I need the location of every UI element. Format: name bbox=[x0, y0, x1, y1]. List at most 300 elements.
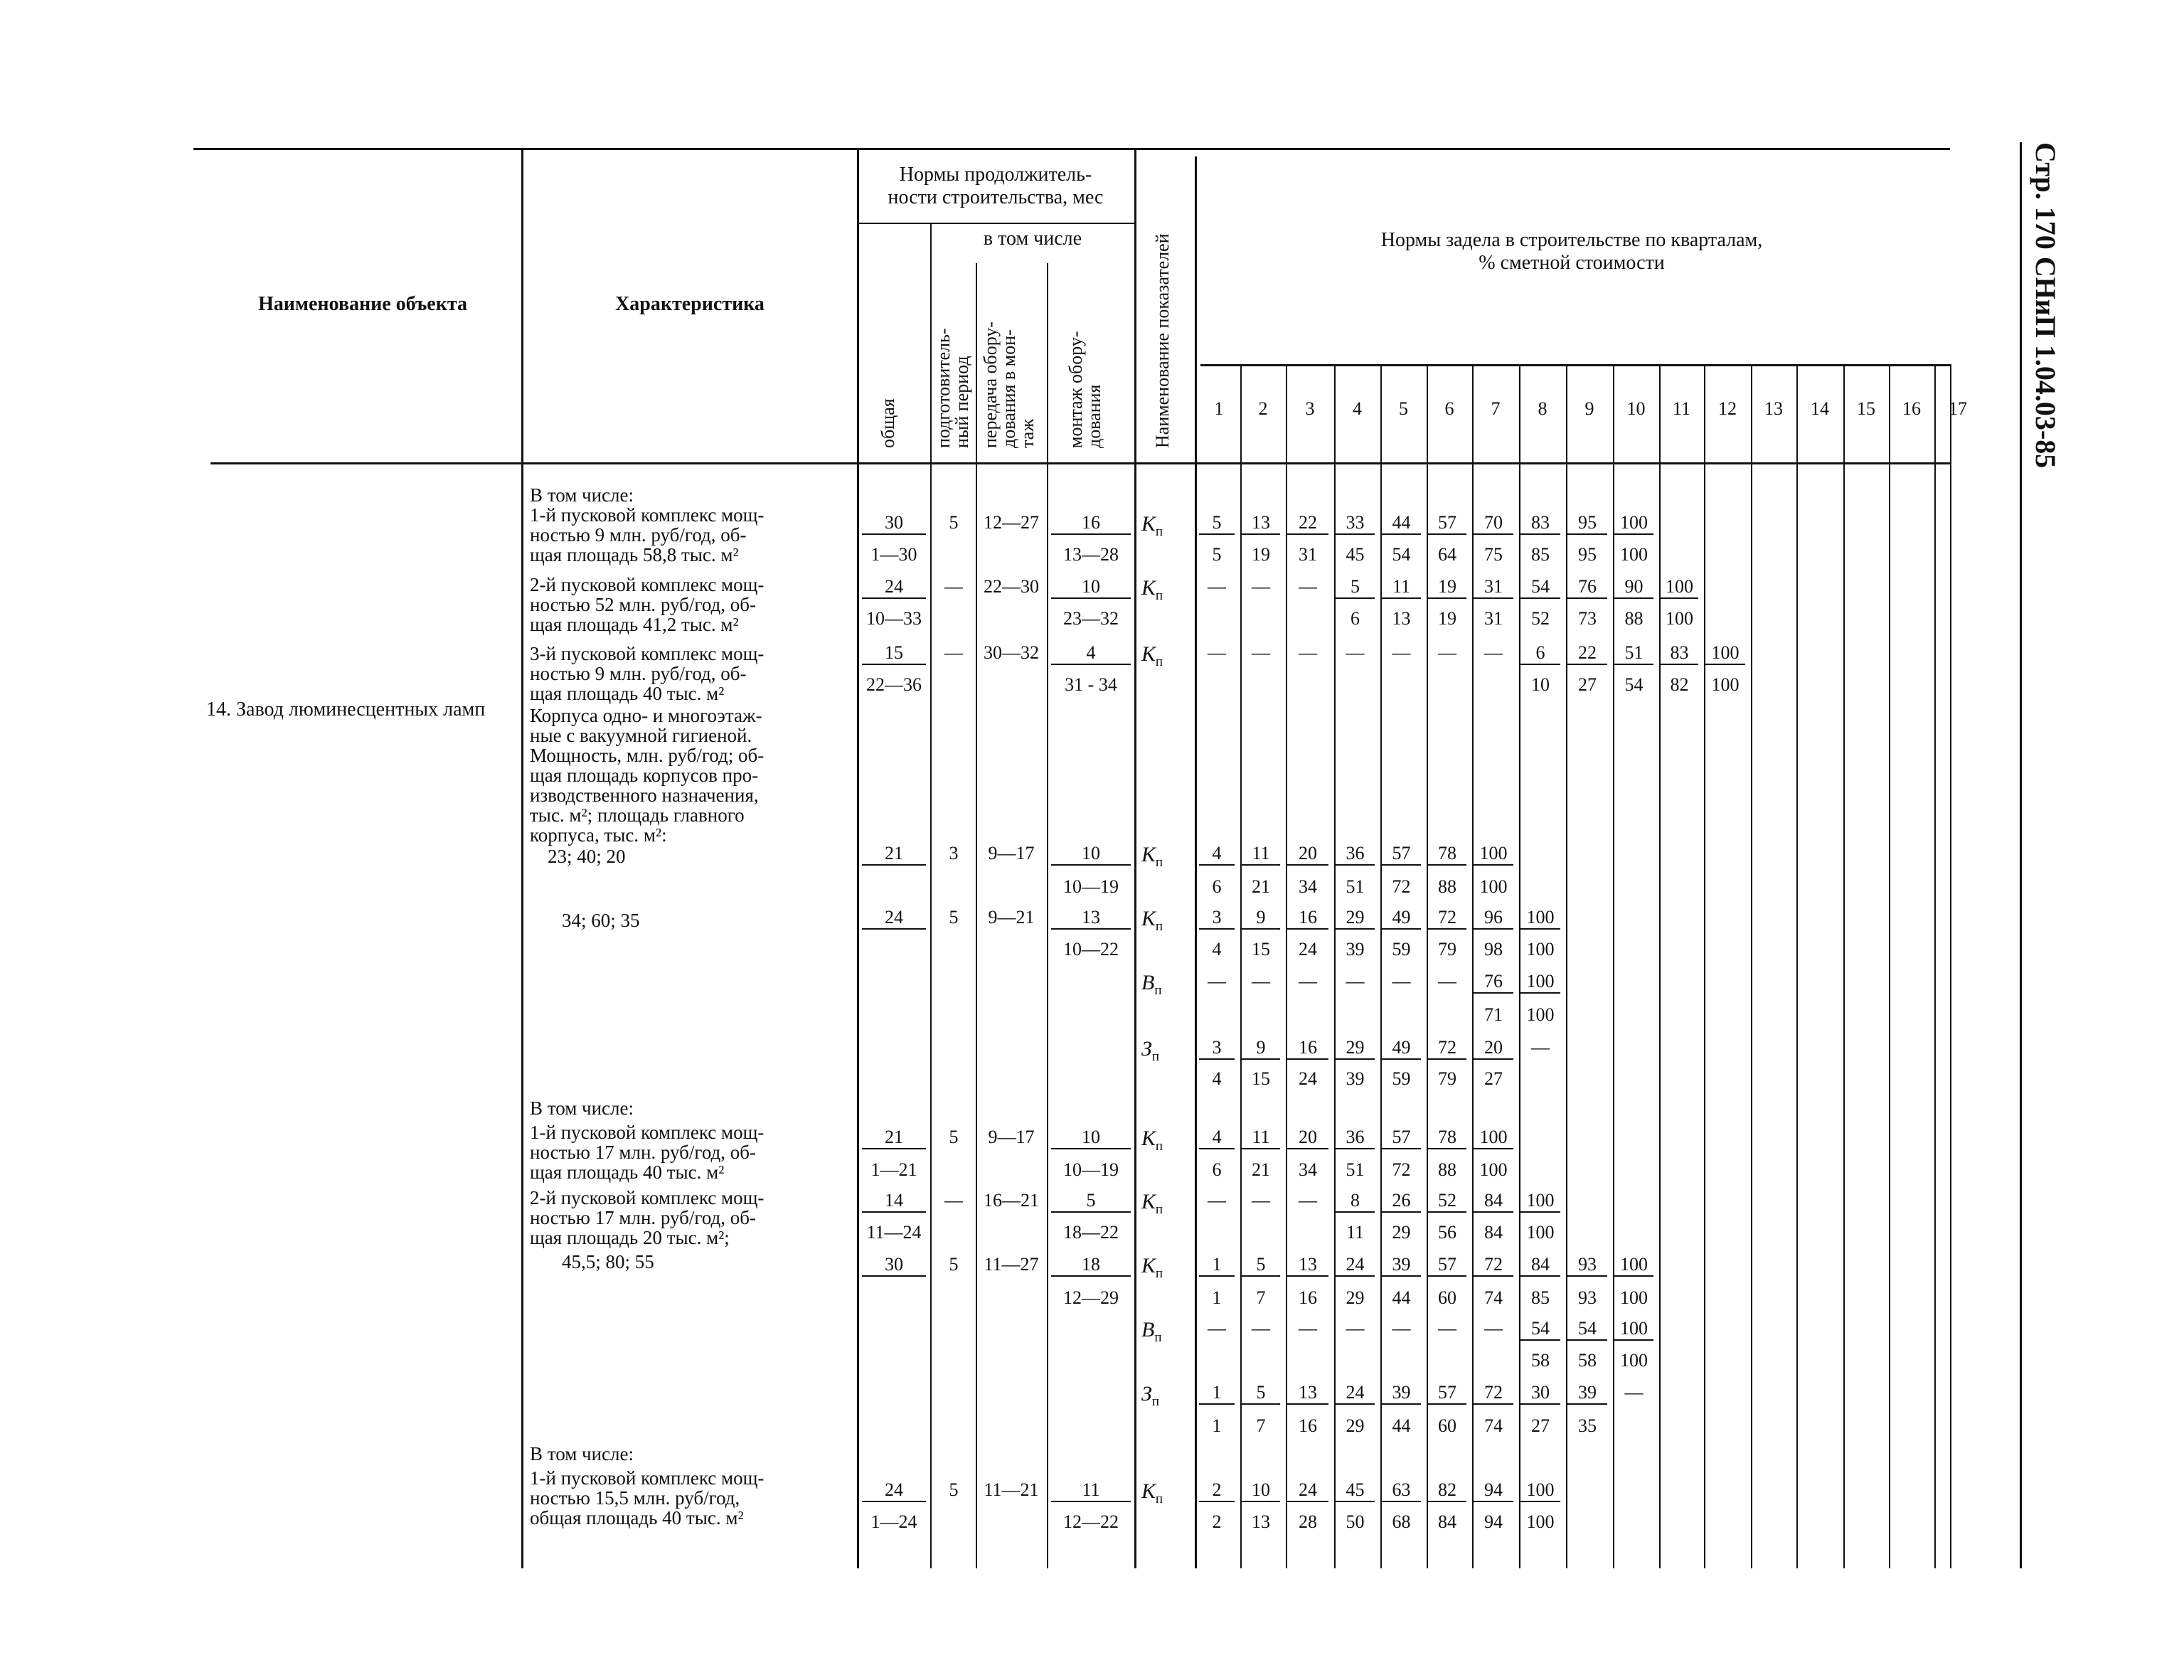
quarter-value: — bbox=[1299, 576, 1317, 597]
quarter-value: 49 bbox=[1382, 1037, 1421, 1060]
quarter-value: 100 bbox=[1705, 642, 1745, 665]
characteristic-line: ностью 15,5 млн. руб/год, bbox=[530, 1487, 740, 1509]
quarter-value: 24 bbox=[1336, 1382, 1375, 1405]
quarter-value: 100 bbox=[1520, 1479, 1560, 1502]
characteristic-line: щая площадь 40 тыс. м² bbox=[530, 683, 725, 704]
quarter-value: 88 bbox=[1624, 608, 1644, 629]
quarter-value: 100 bbox=[1711, 674, 1740, 695]
quarter-value: 5 bbox=[1242, 1382, 1280, 1405]
quarter-value: 6 bbox=[1520, 642, 1560, 665]
quarter-value: 5 bbox=[1212, 544, 1222, 565]
quarter-value: 88 bbox=[1438, 1159, 1456, 1180]
cell-install: 23—32 bbox=[1063, 608, 1119, 629]
quarter-value: 100 bbox=[1474, 843, 1513, 866]
cell-transfer: 11—27 bbox=[984, 1254, 1039, 1275]
characteristic-line: Корпуса одно- и многоэтаж- bbox=[530, 705, 762, 726]
cell-transfer: 11—21 bbox=[984, 1479, 1039, 1500]
quarter-value: 34 bbox=[1299, 876, 1317, 897]
quarter-value: 5 bbox=[1242, 1254, 1280, 1277]
quarter-value: 90 bbox=[1614, 576, 1653, 599]
cell-transfer: 22—30 bbox=[984, 576, 1039, 597]
quarter-value: 24 bbox=[1299, 939, 1317, 959]
quarter-value: 3 bbox=[1199, 907, 1235, 930]
quarter-value: 5 bbox=[1336, 576, 1375, 599]
characteristic-line: ностью 9 млн. руб/год, об- bbox=[530, 663, 747, 684]
quarter-value: 54 bbox=[1567, 1318, 1607, 1341]
quarter-value: 11 bbox=[1346, 1222, 1365, 1243]
quarter-col-rule bbox=[1796, 364, 1798, 1568]
characteristic-line: тыс. м²; площадь главного bbox=[530, 804, 745, 826]
cell-install: 10 bbox=[1051, 576, 1131, 599]
cell-transfer: 9—21 bbox=[988, 907, 1035, 927]
quarter-value: 72 bbox=[1428, 1037, 1466, 1060]
characteristic-line: Мощность, млн. руб/год; об- bbox=[530, 745, 765, 766]
quarter-value: 85 bbox=[1531, 1287, 1550, 1308]
quarter-value: — bbox=[1299, 971, 1317, 991]
characteristic-line: 2-й пусковой комплекс мощ- bbox=[530, 574, 765, 595]
cell-install: 12—29 bbox=[1063, 1287, 1119, 1308]
cell-install: 4 bbox=[1051, 642, 1131, 665]
quarter-value: 85 bbox=[1531, 544, 1550, 565]
cell-transfer: 12—27 bbox=[984, 512, 1039, 533]
quarter-value: 44 bbox=[1382, 512, 1421, 535]
quarter-value: 57 bbox=[1428, 512, 1466, 535]
quarter-value: — bbox=[1346, 1318, 1365, 1339]
quarter-value: 39 bbox=[1346, 1068, 1365, 1089]
quarter-value: 76 bbox=[1567, 576, 1607, 599]
cell-total: 1—21 bbox=[870, 1159, 917, 1180]
quarter-header: 4 bbox=[1353, 398, 1362, 419]
quarter-header: 9 bbox=[1584, 398, 1594, 419]
indicator-symbol: $К_п$ bbox=[1141, 576, 1163, 603]
quarter-value: 76 bbox=[1474, 971, 1513, 994]
quarter-value: 31 bbox=[1474, 576, 1513, 599]
cell-prep: 5 bbox=[949, 907, 959, 927]
quarter-value: 29 bbox=[1336, 1037, 1375, 1060]
page-header: Стр. 170 СНиП 1.04.03-85 bbox=[2030, 142, 2062, 469]
quarter-value: 5 bbox=[1199, 512, 1235, 535]
quarter-value: 27 bbox=[1531, 1415, 1550, 1436]
quarter-value: 51 bbox=[1614, 642, 1653, 665]
cell-transfer: 30—32 bbox=[984, 642, 1039, 663]
quarter-value: 93 bbox=[1567, 1254, 1607, 1277]
col-rule bbox=[1134, 148, 1136, 1568]
quarter-value: 84 bbox=[1484, 1222, 1503, 1243]
cell-total: 24 bbox=[862, 1479, 926, 1502]
quarter-value: 54 bbox=[1392, 544, 1411, 565]
quarter-value: 44 bbox=[1392, 1415, 1411, 1436]
indicator-symbol: $К_п$ bbox=[1141, 843, 1163, 870]
quarter-value: 36 bbox=[1336, 1127, 1375, 1149]
quarter-header: 10 bbox=[1626, 398, 1646, 419]
quarter-value: 31 bbox=[1484, 608, 1503, 629]
cell-total: 1—24 bbox=[870, 1511, 917, 1532]
quarter-value: 39 bbox=[1382, 1254, 1421, 1277]
quarter-value: 16 bbox=[1299, 1287, 1317, 1308]
characteristic-line: 2-й пусковой комплекс мощ- bbox=[530, 1187, 765, 1208]
quarter-value: 57 bbox=[1428, 1382, 1466, 1405]
characteristic-line: щая площадь 41,2 тыс. м² bbox=[530, 614, 739, 635]
quarter-value: 73 bbox=[1578, 608, 1597, 629]
quarter-value: 39 bbox=[1567, 1382, 1607, 1405]
quarter-value: 16 bbox=[1299, 1415, 1317, 1436]
quarter-value: 88 bbox=[1438, 876, 1456, 897]
cell-total: 10—33 bbox=[866, 608, 922, 629]
indicator-symbol: $В_п$ bbox=[1141, 971, 1162, 998]
quarter-value: 75 bbox=[1484, 544, 1503, 565]
header-duration-norms: Нормы продолжитель- ности строительства, мес bbox=[888, 164, 1104, 208]
characteristic-line: 34; 60; 35 bbox=[562, 910, 640, 931]
header-characteristic: Характеристика bbox=[615, 293, 765, 315]
quarter-value: 1 bbox=[1212, 1415, 1222, 1436]
quarter-value: 11 bbox=[1382, 576, 1421, 599]
quarter-value: 27 bbox=[1484, 1068, 1503, 1089]
cell-transfer: 16—21 bbox=[984, 1190, 1039, 1211]
header-bottom-rule bbox=[211, 462, 1950, 464]
quarter-col-rule bbox=[1889, 364, 1890, 1568]
header-backlog-norms: Нормы задела в строительстве по кварталам, % сметной стоимости bbox=[1380, 229, 1763, 274]
page-edge-rule bbox=[2020, 142, 2022, 1568]
cell-install: 18 bbox=[1051, 1254, 1131, 1277]
quarter-value: 84 bbox=[1474, 1190, 1513, 1213]
quarter-value: — bbox=[1252, 642, 1270, 663]
quarter-value: 6 bbox=[1351, 608, 1360, 629]
quarter-value: — bbox=[1299, 1318, 1317, 1339]
cell-total: 21 bbox=[862, 843, 926, 866]
cell-prep: 5 bbox=[949, 1479, 959, 1500]
quarter-value: 16 bbox=[1287, 1037, 1328, 1060]
indicator-symbol: $К_п$ bbox=[1141, 1127, 1163, 1154]
characteristic-line: ные с вакуумной гигиеной. bbox=[530, 725, 752, 746]
quarter-value: 72 bbox=[1474, 1382, 1513, 1405]
quarter-value: 56 bbox=[1438, 1222, 1456, 1243]
quarter-value: 26 bbox=[1382, 1190, 1421, 1213]
indicator-symbol: $К_п$ bbox=[1141, 1479, 1163, 1506]
header-including: в том числе bbox=[983, 228, 1082, 250]
quarter-value: 4 bbox=[1199, 843, 1235, 866]
cell-install: 12—22 bbox=[1063, 1511, 1119, 1532]
quarter-value: 78 bbox=[1428, 1127, 1466, 1149]
cell-install: 10—19 bbox=[1063, 1159, 1119, 1180]
quarter-header: 7 bbox=[1491, 398, 1501, 419]
quarter-value: 4 bbox=[1199, 1127, 1235, 1149]
quarter-col-rule bbox=[1950, 364, 1951, 1568]
quarter-value: 94 bbox=[1484, 1511, 1503, 1532]
quarter-value: 8 bbox=[1336, 1190, 1375, 1213]
quarter-value: 72 bbox=[1392, 876, 1411, 897]
quarter-value: 1 bbox=[1199, 1382, 1235, 1405]
cell-total: 11—24 bbox=[866, 1222, 922, 1243]
quarter-header: 14 bbox=[1811, 398, 1829, 419]
quarter-value: 59 bbox=[1392, 939, 1411, 959]
quarter-header: 15 bbox=[1857, 398, 1875, 419]
quarter-value: 13 bbox=[1287, 1382, 1328, 1405]
indicator-symbol: $К_п$ bbox=[1141, 512, 1163, 539]
quarter-value: 78 bbox=[1428, 843, 1466, 866]
cell-install: 16 bbox=[1051, 512, 1131, 535]
cell-transfer: 9—17 bbox=[988, 843, 1035, 863]
quarter-value: 13 bbox=[1242, 512, 1280, 535]
quarter-value: 79 bbox=[1438, 1068, 1456, 1089]
quarter-value: 11 bbox=[1242, 1127, 1280, 1149]
quarter-value: 29 bbox=[1336, 907, 1375, 930]
quarter-value: — bbox=[1252, 1318, 1270, 1339]
characteristic-line: щая площадь корпусов про- bbox=[530, 765, 759, 786]
quarter-header: 13 bbox=[1764, 398, 1783, 419]
quarter-value: 45 bbox=[1336, 1479, 1375, 1502]
cell-install: 10 bbox=[1051, 1127, 1131, 1149]
characteristic-line: 1-й пусковой комплекс мощ- bbox=[530, 504, 765, 526]
cell-install: 18—22 bbox=[1063, 1222, 1119, 1243]
quarter-value: 72 bbox=[1474, 1254, 1513, 1277]
quarter-value: 31 bbox=[1299, 544, 1317, 565]
quarter-value: — bbox=[1392, 1318, 1411, 1339]
quarter-value: 74 bbox=[1484, 1415, 1503, 1436]
quarter-value: 100 bbox=[1474, 1127, 1513, 1149]
quarter-value: 100 bbox=[1614, 512, 1653, 535]
quarter-value: 95 bbox=[1567, 512, 1607, 535]
quarter-value: — bbox=[1299, 1190, 1317, 1211]
cell-prep: 5 bbox=[949, 1254, 959, 1275]
quarter-header: 16 bbox=[1902, 398, 1921, 419]
indicator-symbol: $В_п$ bbox=[1141, 1318, 1162, 1345]
quarter-value: 100 bbox=[1526, 1511, 1555, 1532]
quarter-value: 20 bbox=[1287, 1127, 1328, 1149]
quarter-value: 100 bbox=[1620, 1287, 1648, 1308]
quarter-value: 15 bbox=[1252, 939, 1270, 959]
quarter-value: 54 bbox=[1624, 674, 1644, 695]
header-equip-transfer: передача обору- дования в мон- таж bbox=[980, 321, 1038, 448]
quarter-value: 100 bbox=[1520, 907, 1560, 930]
cell-install: 13—28 bbox=[1063, 544, 1119, 565]
col-rule bbox=[1195, 156, 1197, 1568]
quarter-header: 2 bbox=[1258, 398, 1268, 419]
quarter-value: 39 bbox=[1382, 1382, 1421, 1405]
quarter-value: 94 bbox=[1474, 1479, 1513, 1502]
quarter-value: 52 bbox=[1428, 1190, 1466, 1213]
quarter-header: 11 bbox=[1672, 398, 1691, 419]
quarter-value: 63 bbox=[1382, 1479, 1421, 1502]
characteristic-line: щая площадь 20 тыс. м²; bbox=[530, 1227, 730, 1248]
characteristic-line: 45,5; 80; 55 bbox=[562, 1251, 654, 1272]
quarter-value: 13 bbox=[1287, 1254, 1328, 1277]
quarter-header: 17 bbox=[1949, 398, 1967, 419]
quarter-value: 16 bbox=[1287, 907, 1328, 930]
quarter-value: 39 bbox=[1346, 939, 1365, 959]
quarter-value: 51 bbox=[1346, 876, 1365, 897]
quarter-value: 4 bbox=[1212, 1068, 1222, 1089]
quarter-value: 95 bbox=[1578, 544, 1597, 565]
quarter-value: 3 bbox=[1199, 1037, 1235, 1060]
quarter-value: 84 bbox=[1438, 1511, 1456, 1532]
quarter-value: 49 bbox=[1382, 907, 1421, 930]
cell-total: 1—30 bbox=[870, 544, 917, 565]
col-rule bbox=[857, 148, 859, 1568]
quarter-value: 29 bbox=[1392, 1222, 1411, 1243]
quarter-value: 34 bbox=[1299, 1159, 1317, 1180]
quarter-value: 100 bbox=[1479, 876, 1508, 897]
quarter-value: — bbox=[1484, 1318, 1503, 1339]
quarter-value: 100 bbox=[1614, 1318, 1653, 1341]
quarter-value: 22 bbox=[1287, 512, 1328, 535]
quarter-value: — bbox=[1346, 971, 1365, 991]
quarter-value: 100 bbox=[1520, 1190, 1560, 1213]
characteristic-line: щая площадь 58,8 тыс. м² bbox=[530, 544, 739, 565]
header-indicator-name: Наименование показателей bbox=[1152, 233, 1173, 448]
quarter-value: 6 bbox=[1212, 1159, 1222, 1180]
characteristic-line: изводственного назначения, bbox=[530, 785, 759, 806]
quarter-value: — bbox=[1208, 1190, 1226, 1211]
quarter-value: 51 bbox=[1346, 1159, 1365, 1180]
quarter-value: 60 bbox=[1438, 1415, 1456, 1436]
quarter-col-rule bbox=[1843, 364, 1845, 1568]
quarter-col-rule bbox=[1704, 364, 1705, 1568]
cell-install: 13 bbox=[1051, 907, 1131, 930]
quarter-value: — bbox=[1531, 1037, 1550, 1058]
quarter-value: — bbox=[1438, 642, 1456, 663]
characteristic-line: 1-й пусковой комплекс мощ- bbox=[530, 1122, 765, 1143]
quarter-value: 11 bbox=[1242, 843, 1280, 866]
quarter-value: 54 bbox=[1520, 576, 1560, 599]
header-object-name: Наименование объекта bbox=[258, 293, 467, 315]
quarter-value: 19 bbox=[1438, 608, 1456, 629]
quarter-value: 9 bbox=[1242, 907, 1280, 930]
cell-prep: — bbox=[944, 1190, 963, 1211]
quarter-value: 60 bbox=[1438, 1287, 1456, 1308]
quarter-value: 100 bbox=[1526, 1222, 1555, 1243]
quarter-value: — bbox=[1624, 1382, 1644, 1403]
indicator-symbol: $К_п$ bbox=[1141, 1254, 1163, 1281]
quarter-value: 19 bbox=[1428, 576, 1466, 599]
col-rule bbox=[930, 223, 932, 1568]
characteristic-line: ностью 17 млн. руб/год, об- bbox=[530, 1207, 757, 1228]
quarter-value: 22 bbox=[1567, 642, 1607, 665]
quarter-value: 59 bbox=[1392, 1068, 1411, 1089]
cell-prep: 5 bbox=[949, 1127, 959, 1147]
quarter-value: 21 bbox=[1252, 876, 1270, 897]
quarter-value: — bbox=[1208, 642, 1226, 663]
quarter-value: 2 bbox=[1212, 1511, 1222, 1532]
quarter-header: 12 bbox=[1718, 398, 1737, 419]
quarter-value: 79 bbox=[1438, 939, 1456, 959]
quarter-value: 1 bbox=[1199, 1254, 1235, 1277]
header-equip-install: монтаж обору- дования bbox=[1065, 331, 1104, 448]
quarter-value: — bbox=[1438, 971, 1456, 991]
quarter-header: 8 bbox=[1538, 398, 1548, 419]
quarter-value: — bbox=[1208, 971, 1226, 991]
quarter-value: 13 bbox=[1392, 608, 1411, 629]
quarter-value: — bbox=[1252, 576, 1270, 597]
header-prep: подготовитель- ный период bbox=[933, 328, 972, 448]
cell-install: 11 bbox=[1051, 1479, 1131, 1502]
cell-total: 24 bbox=[862, 576, 926, 599]
quarter-value: 10 bbox=[1242, 1479, 1280, 1502]
indicator-symbol: $К_п$ bbox=[1141, 907, 1163, 934]
quarter-value: 57 bbox=[1428, 1254, 1466, 1277]
quarter-value: 72 bbox=[1428, 907, 1466, 930]
quarter-value: 7 bbox=[1256, 1287, 1266, 1308]
cell-install: 10 bbox=[1051, 843, 1131, 866]
quarter-value: 58 bbox=[1578, 1350, 1597, 1371]
quarter-value: 52 bbox=[1531, 608, 1550, 629]
quarter-value: 57 bbox=[1382, 843, 1421, 866]
quarter-value: 27 bbox=[1578, 674, 1597, 695]
quarter-value: — bbox=[1299, 642, 1317, 663]
indicator-symbol: $З_п$ bbox=[1141, 1382, 1160, 1409]
quarter-col-rule bbox=[1934, 364, 1936, 1568]
quarter-value: 100 bbox=[1520, 971, 1560, 994]
characteristic-line: общая площадь 40 тыс. м² bbox=[530, 1507, 744, 1529]
quarter-value: 29 bbox=[1346, 1287, 1365, 1308]
quarter-value: — bbox=[1392, 642, 1411, 663]
quarter-value: 7 bbox=[1256, 1415, 1266, 1436]
indicator-symbol: $З_п$ bbox=[1141, 1037, 1160, 1064]
quarter-value: 100 bbox=[1661, 576, 1698, 599]
quarter-value: 33 bbox=[1336, 512, 1375, 535]
quarter-value: 9 bbox=[1242, 1037, 1280, 1060]
quarter-value: 72 bbox=[1392, 1159, 1411, 1180]
quarter-value: 93 bbox=[1578, 1287, 1597, 1308]
quarter-value: 71 bbox=[1484, 1004, 1503, 1025]
cell-total: 14 bbox=[862, 1190, 926, 1213]
quarter-value: 29 bbox=[1346, 1415, 1365, 1436]
cell-prep: 5 bbox=[949, 512, 959, 533]
cell-install: 10—22 bbox=[1063, 939, 1119, 959]
quarter-value: 100 bbox=[1620, 544, 1648, 565]
cell-install: 10—19 bbox=[1063, 876, 1119, 897]
quarter-value: 68 bbox=[1392, 1511, 1411, 1532]
quarter-col-rule bbox=[1751, 364, 1752, 1568]
cell-transfer: 9—17 bbox=[988, 1127, 1035, 1147]
quarter-value: 6 bbox=[1212, 876, 1222, 897]
quarter-value: 15 bbox=[1252, 1068, 1270, 1089]
characteristic-line: ностью 52 млн. руб/год, об- bbox=[530, 594, 757, 615]
quarter-header: 5 bbox=[1399, 398, 1408, 419]
quarter-value: 24 bbox=[1299, 1068, 1317, 1089]
quarter-value: 19 bbox=[1252, 544, 1270, 565]
quarter-value: 54 bbox=[1520, 1318, 1560, 1341]
characteristic-line: В том числе: bbox=[530, 1097, 634, 1119]
quarter-value: 2 bbox=[1199, 1479, 1235, 1502]
quarter-value: 36 bbox=[1336, 843, 1375, 866]
quarter-value: — bbox=[1252, 1190, 1270, 1211]
quarter-value: 1 bbox=[1212, 1287, 1222, 1308]
quarter-value: 13 bbox=[1252, 1511, 1270, 1532]
quarter-value: 98 bbox=[1484, 939, 1503, 959]
quarter-value: 83 bbox=[1661, 642, 1698, 665]
quarter-value: — bbox=[1208, 576, 1226, 597]
quarter-value: 24 bbox=[1336, 1254, 1375, 1277]
quarter-value: 50 bbox=[1346, 1511, 1365, 1532]
quarter-value: 100 bbox=[1526, 939, 1555, 959]
quarter-value: 30 bbox=[1520, 1382, 1560, 1405]
quarter-value: 20 bbox=[1287, 843, 1328, 866]
quarter-value: — bbox=[1252, 971, 1270, 991]
cell-install: 5 bbox=[1051, 1190, 1131, 1213]
characteristic-line: В том числе: bbox=[530, 484, 634, 506]
quarter-value: 96 bbox=[1474, 907, 1513, 930]
indicator-symbol: $К_п$ bbox=[1141, 1190, 1163, 1217]
quarter-header: 6 bbox=[1444, 398, 1454, 419]
indicator-symbol: $К_п$ bbox=[1141, 642, 1163, 669]
cell-total: 22—36 bbox=[866, 674, 922, 695]
quarter-value: 74 bbox=[1484, 1287, 1503, 1308]
characteristic-line: В том числе: bbox=[530, 1443, 634, 1464]
quarter-value: — bbox=[1438, 1318, 1456, 1339]
quarter-header: 1 bbox=[1214, 398, 1224, 419]
quarter-value: 100 bbox=[1526, 1004, 1555, 1025]
cell-prep: — bbox=[944, 576, 963, 597]
